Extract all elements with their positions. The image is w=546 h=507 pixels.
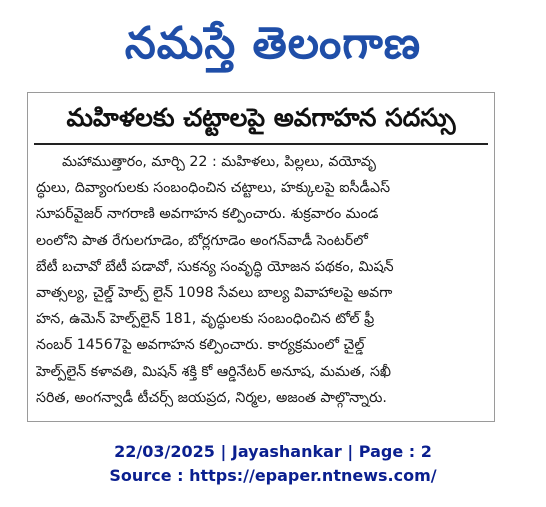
article-line: నంబర్ 14567పై అవగాహన కల్పించారు. కార్యక్రమంలో చైల్డ్ [36, 337, 365, 354]
article-body [36, 149, 486, 411]
article-clipping [27, 92, 495, 422]
article-line: మహాముత్తారం, మార్చి 22 : మహిళలు, పిల్లలు, వయోవృ [62, 154, 376, 170]
article-line: ద్ధులు, దివ్యాంగులకు సంబంధించిన చట్టాలు, హక్కులపై ఐసీడీఎస్ [36, 180, 391, 197]
masthead-logo: నమస్తే తెలంగాణ [124, 18, 422, 69]
article-line: హన, ఉమెన్ హెల్ప్‌లైన్ 181, వృద్ధులకు సంబంధించిన టోల్ ఫ్రీ [36, 311, 375, 328]
article-line: వాత్సల్య, చైల్డ్ హెల్ప్ లైన్ 1098 సేవలు బాల్య వివాహాలపై అవగా [36, 285, 393, 302]
article-line: లంలోని పాత రేగులగూడెం, బోర్లగూడెం అంగన్‌వాడీ సెంటర్‌లో [36, 232, 368, 249]
article-line: బేటీ బచావో బేటీ పడావో, సుకన్య సంవృద్ధి యోజన పథకం, మిషన్ [36, 258, 394, 275]
article-line: హెల్ప్‌లైన్ కళావతి, మిషన్ శక్తి కో ఆర్డినేటర్ అనూష, మమత, సఖీ [36, 363, 392, 380]
headline-divider [34, 143, 488, 145]
article-headline: మహిళలకు చట్టాలపై అవగాహన సదస్సు [66, 103, 456, 132]
article-line: సరిత, అంగన్వాడీ టీచర్స్ జయప్రద, నిర్మల, అజంత పాల్గొన్నారు. [36, 389, 387, 406]
publication-info: 22/03/2025 | Jayashankar | Page : 2 [114, 442, 432, 461]
article-line: సూపర్‌వైజర్ నాగరాణి అవగాహన కల్పించారు. శుక్రవారం మండ [36, 206, 379, 223]
source-link[interactable]: Source : https://epaper.ntnews.com/ [109, 466, 437, 485]
